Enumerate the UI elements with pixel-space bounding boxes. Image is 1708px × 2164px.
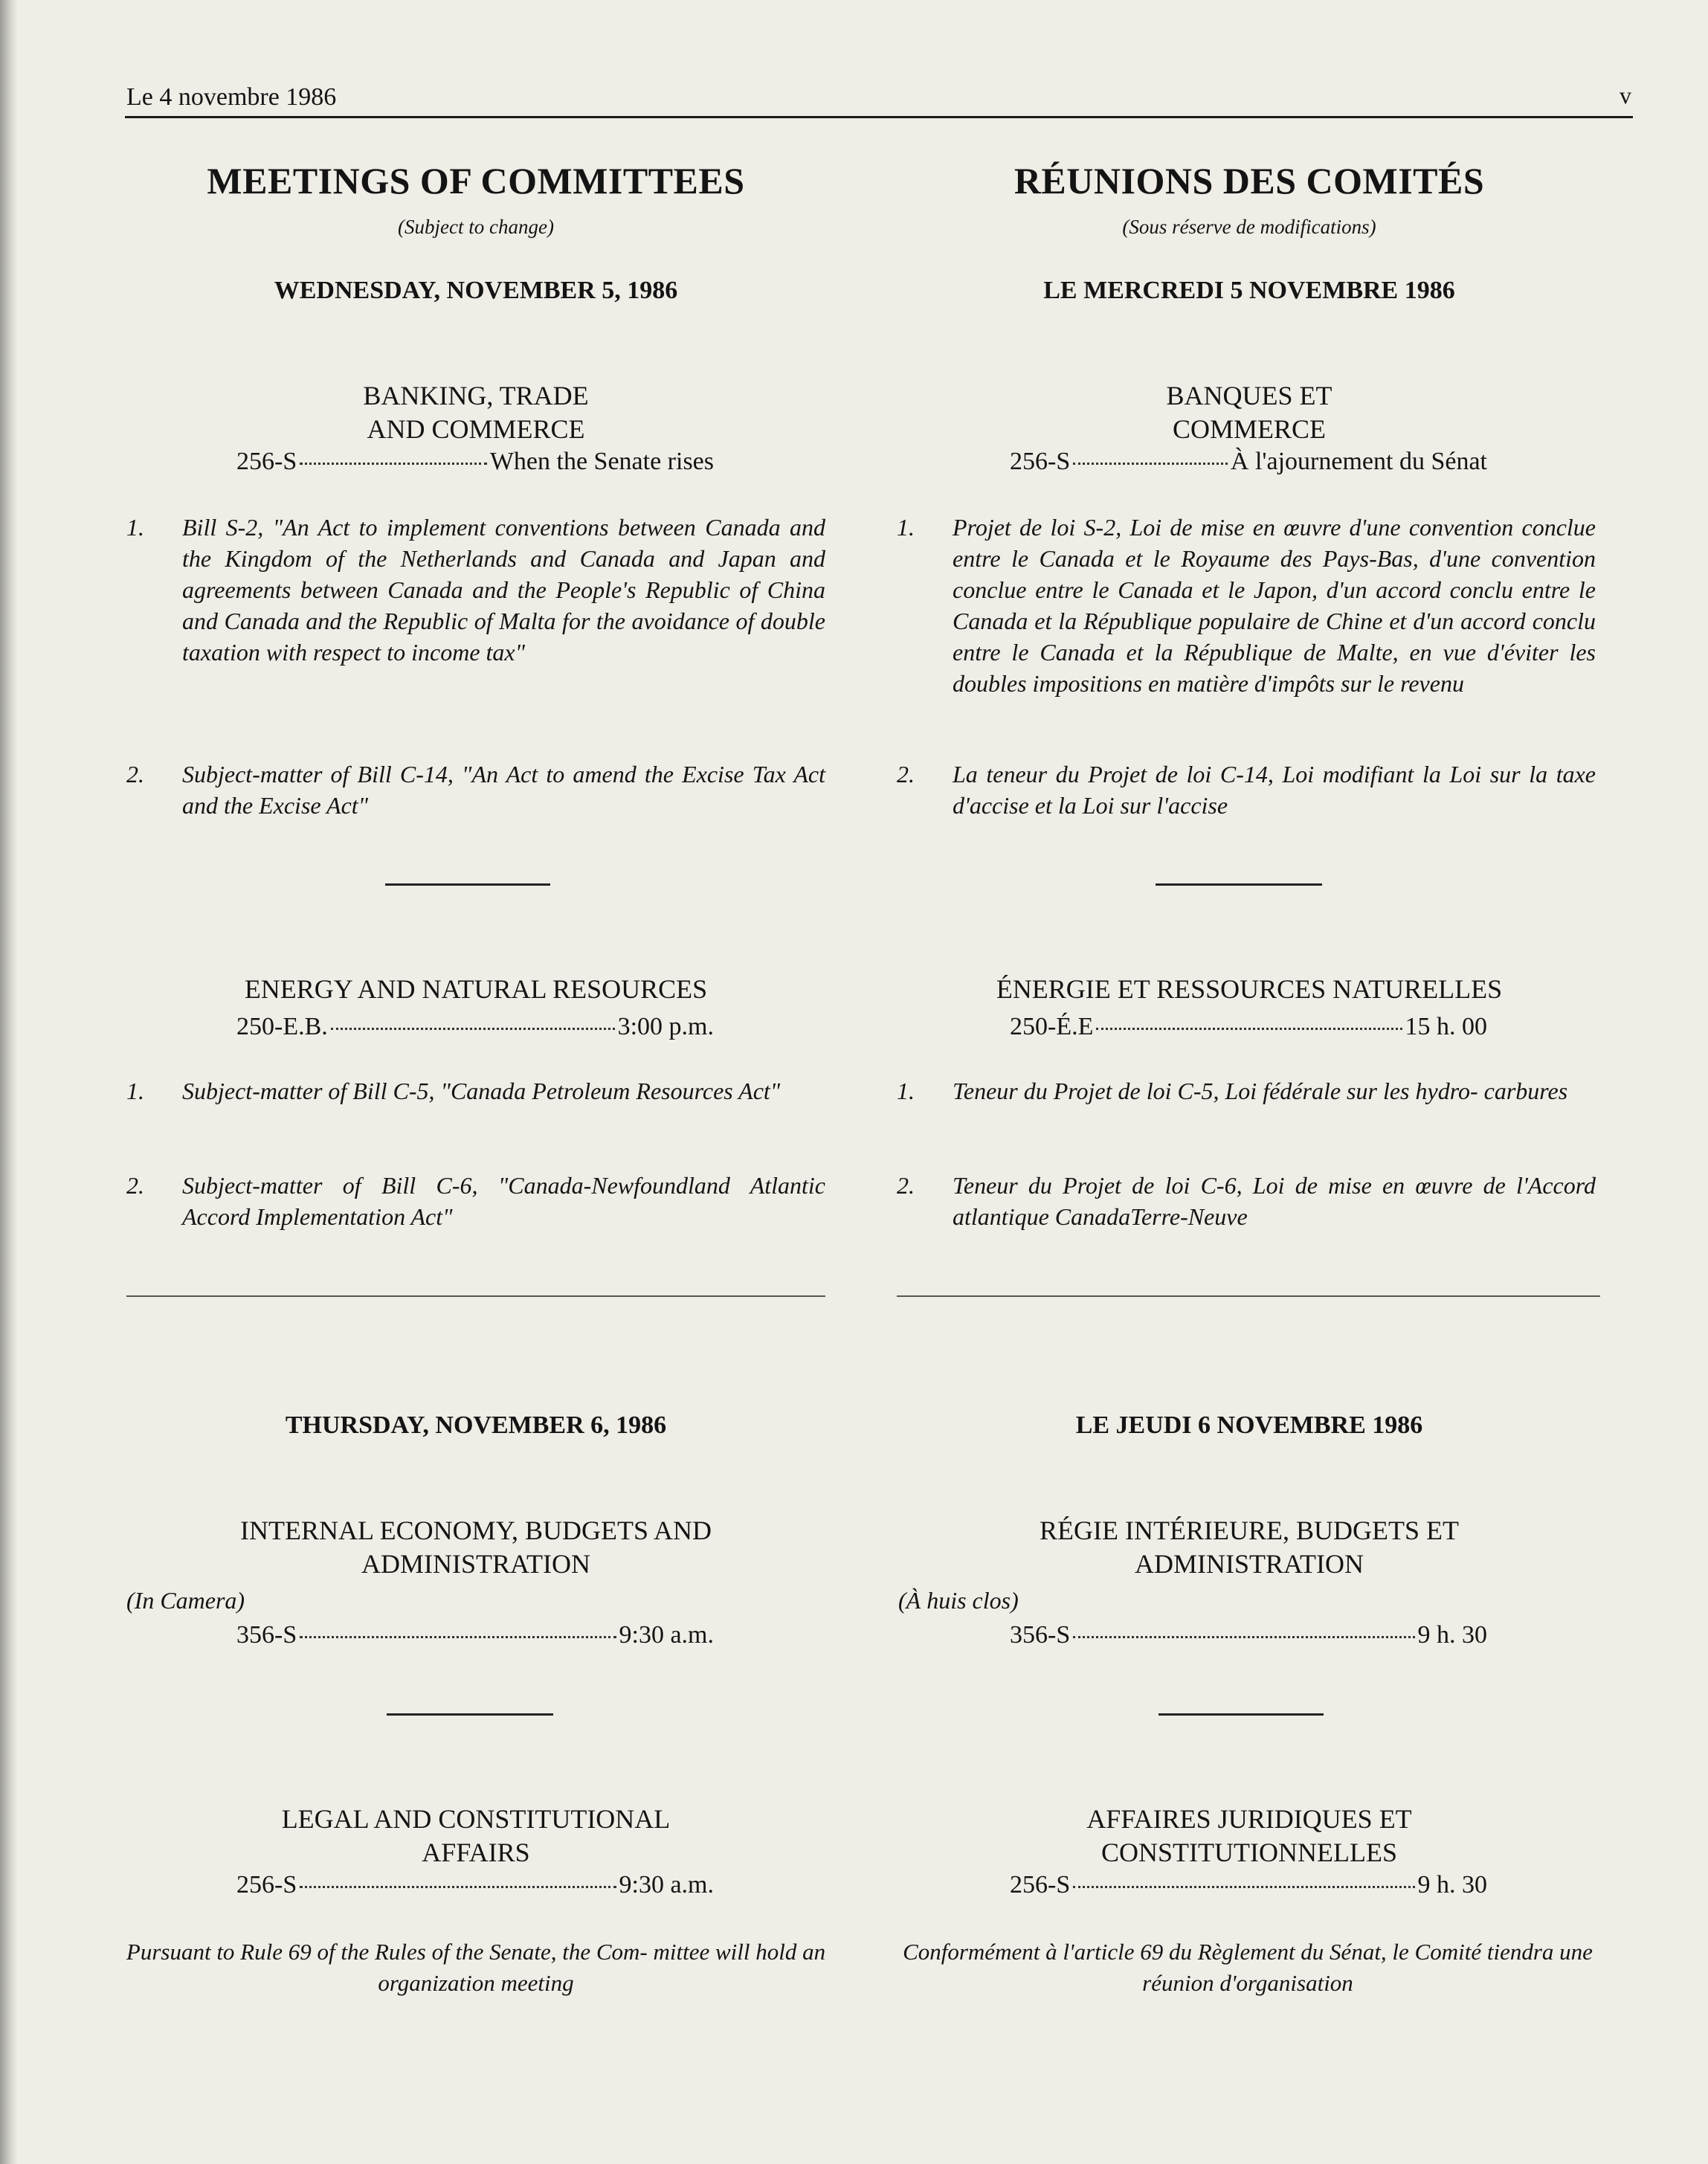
en-internal-name — [126, 1514, 825, 1581]
en-internal-camera: (In Camera) — [126, 1587, 245, 1614]
fr-internal-room-line — [1010, 1621, 1487, 1649]
fr-internal-time: 9 h. 30 — [1417, 1621, 1487, 1649]
fr-energy-item-1-num: 1. — [897, 1078, 915, 1104]
en-banking-name-line2: AND COMMERCE — [367, 414, 585, 444]
en-energy-room-line — [236, 1013, 714, 1041]
dot-leader — [1073, 1636, 1414, 1638]
fr-day-thursday: LE JEUDI 6 NOVEMBRE 1986 — [1075, 1411, 1423, 1439]
en-energy-item-1-num: 1. — [126, 1078, 144, 1104]
en-legal-note: Pursuant to Rule 69 of the Rules of the Senate, the Com- mittee will hold an organization meeting — [126, 1939, 826, 1996]
en-legal-name — [126, 1803, 825, 1870]
fr-legal-note: Conformément à l'article 69 du Règlement du Sénat, le Comité tiendra une réunion d'organisation — [903, 1939, 1593, 1996]
en-internal-name-line2: ADMINISTRATION — [361, 1549, 590, 1579]
fr-day-wednesday: LE MERCREDI 5 NOVEMBRE 1986 — [1043, 277, 1455, 304]
fr-energy-item-2 — [897, 1170, 1596, 1232]
en-energy-item-2-num: 2. — [126, 1172, 144, 1199]
en-legal-name-line2: AFFAIRS — [422, 1838, 530, 1867]
en-legal-time: 9:30 a.m. — [619, 1871, 714, 1899]
fr-subtitle: (Sous réserve de modifications) — [1122, 216, 1376, 238]
en-energy-item-2 — [126, 1170, 825, 1232]
fr-banking-room-line — [1010, 448, 1487, 476]
dot-leader — [331, 1028, 615, 1030]
en-internal-room: 356-S — [236, 1621, 297, 1649]
fr-banking-name — [892, 379, 1606, 446]
fr-banking-item-2 — [897, 759, 1596, 821]
fr-title: RÉUNIONS DES COMITÉS — [1013, 160, 1485, 202]
en-internal-room-line — [236, 1621, 714, 1649]
dot-leader — [1096, 1028, 1402, 1030]
en-legal-name-line1: LEGAL AND CONSTITUTIONAL — [281, 1804, 671, 1834]
en-internal-time: 9:30 a.m. — [619, 1621, 714, 1649]
en-banking-item-1-num: 1. — [126, 514, 144, 541]
page-binding-edge — [0, 0, 18, 2164]
fr-legal-room: 256-S — [1010, 1871, 1071, 1899]
en-energy-item-1 — [126, 1075, 825, 1107]
fr-legal-name — [892, 1803, 1606, 1870]
fr-energy-item-2-num: 2. — [897, 1172, 915, 1199]
fr-internal-name-line1: RÉGIE INTÉRIEURE, BUDGETS ET — [1040, 1516, 1459, 1545]
en-legal-room-line — [236, 1871, 714, 1899]
fr-banking-item-2-num: 2. — [897, 761, 915, 788]
fr-section-rule-2 — [1158, 1713, 1324, 1716]
header-page-number: v — [1620, 82, 1631, 109]
en-banking-time: When the Senate rises — [489, 448, 714, 475]
fr-banking-item-1-text: Projet de loi S-2, Loi de mise en œuvre d'une convention conclue entre le Canada et le Royaume des Pays-Bas, d'une convention conclue entre le Canada et le Japon, d'un accord conclu entre le Canada et la République populaire de Chine et d'un accord conclu entre le Canada et la République de Malte, en vue d'éviter les doubles impositions en matière d'impôts sur le revenu — [953, 514, 1596, 697]
fr-energy-time: 15 h. 00 — [1405, 1013, 1487, 1040]
en-banking-item-2-text: Subject-matter of Bill C-14, "An Act to amend the Excise Tax Act and the Excise Act" — [182, 761, 825, 819]
en-banking-name-line1: BANKING, TRADE — [363, 381, 589, 410]
en-internal-name-line1: INTERNAL ECONOMY, BUDGETS AND — [239, 1516, 712, 1545]
dot-leader — [1073, 463, 1228, 465]
fr-section-rule — [1156, 883, 1322, 886]
en-banking-item-1-text: Bill S-2, "An Act to implement conventions between Canada and the Kingdom of the Netherlands and Canada and Japan and agreements between Canada and the People's Republic of China and Canada and the Republic of Malta for the avoidance of double taxation with respect to income tax" — [182, 514, 825, 666]
fr-energy-room-line — [1010, 1013, 1487, 1041]
en-section-rule-2 — [387, 1713, 553, 1716]
en-energy-item-1-text: Subject-matter of Bill C-5, "Canada Petroleum Resources Act" — [182, 1078, 781, 1104]
fr-internal-name-line2: ADMINISTRATION — [1135, 1549, 1364, 1579]
en-day-divider — [126, 1295, 825, 1297]
fr-banking-name-line1: BANQUES ET — [1166, 381, 1332, 410]
en-legal-room: 256-S — [236, 1871, 297, 1899]
dot-leader — [300, 463, 487, 465]
fr-internal-camera: (À huis clos) — [898, 1587, 1019, 1614]
en-energy-room: 250-E.B. — [236, 1013, 328, 1040]
en-section-rule — [385, 883, 550, 886]
fr-energy-room: 250-É.E — [1010, 1013, 1094, 1040]
fr-internal-name — [892, 1514, 1606, 1581]
header-rule — [125, 116, 1633, 118]
fr-legal-time: 9 h. 30 — [1417, 1871, 1487, 1899]
en-subtitle: (Subject to change) — [398, 216, 554, 238]
fr-legal-room-line — [1010, 1871, 1487, 1899]
en-banking-room: 256-S — [236, 448, 297, 475]
fr-energy-item-2-text: Teneur du Projet de loi C-6, Loi de mise en œuvre de l'Accord atlantique CanadaTerre-Neuve — [953, 1172, 1596, 1230]
fr-internal-room: 356-S — [1010, 1621, 1071, 1649]
en-energy-time: 3:00 p.m. — [617, 1013, 714, 1040]
en-banking-item-2-num: 2. — [126, 761, 144, 788]
dot-leader — [1073, 1886, 1414, 1888]
en-day-wednesday: WEDNESDAY, NOVEMBER 5, 1986 — [274, 277, 678, 304]
header-date: Le 4 novembre 1986 — [126, 83, 337, 111]
fr-day-divider — [897, 1295, 1600, 1297]
en-energy-item-2-text: Subject-matter of Bill C-6, "Canada-Newfoundland Atlantic Accord Implementation Act" — [182, 1172, 825, 1230]
fr-energy-name: ÉNERGIE ET RESSOURCES NATURELLES — [996, 974, 1503, 1004]
fr-legal-name-line1: AFFAIRES JURIDIQUES ET — [1086, 1804, 1412, 1834]
en-banking-item-1 — [126, 512, 825, 668]
fr-banking-time: À l'ajournement du Sénat — [1230, 448, 1487, 475]
fr-banking-room: 256-S — [1010, 448, 1071, 475]
fr-energy-item-1-text: Teneur du Projet de loi C-5, Loi fédérale sur les hydro- carbures — [953, 1078, 1568, 1104]
en-energy-name: ENERGY AND NATURAL RESOURCES — [244, 974, 708, 1004]
fr-banking-item-2-text: La teneur du Projet de loi C-14, Loi modifiant la Loi sur la taxe d'accise et la Loi sur l'accise — [953, 761, 1596, 819]
fr-legal-name-line2: CONSTITUTIONNELLES — [1101, 1838, 1397, 1867]
fr-banking-item-1 — [897, 512, 1596, 699]
dot-leader — [300, 1886, 616, 1888]
fr-energy-item-1 — [897, 1075, 1596, 1107]
en-day-thursday: THURSDAY, NOVEMBER 6, 1986 — [285, 1411, 667, 1439]
en-title: MEETINGS OF COMMITTEES — [207, 160, 745, 202]
dot-leader — [300, 1636, 616, 1638]
en-banking-item-2 — [126, 759, 825, 821]
en-banking-name — [126, 379, 825, 446]
en-banking-room-line — [236, 448, 714, 476]
fr-banking-name-line2: COMMERCE — [1172, 414, 1327, 444]
fr-banking-item-1-num: 1. — [897, 514, 915, 541]
